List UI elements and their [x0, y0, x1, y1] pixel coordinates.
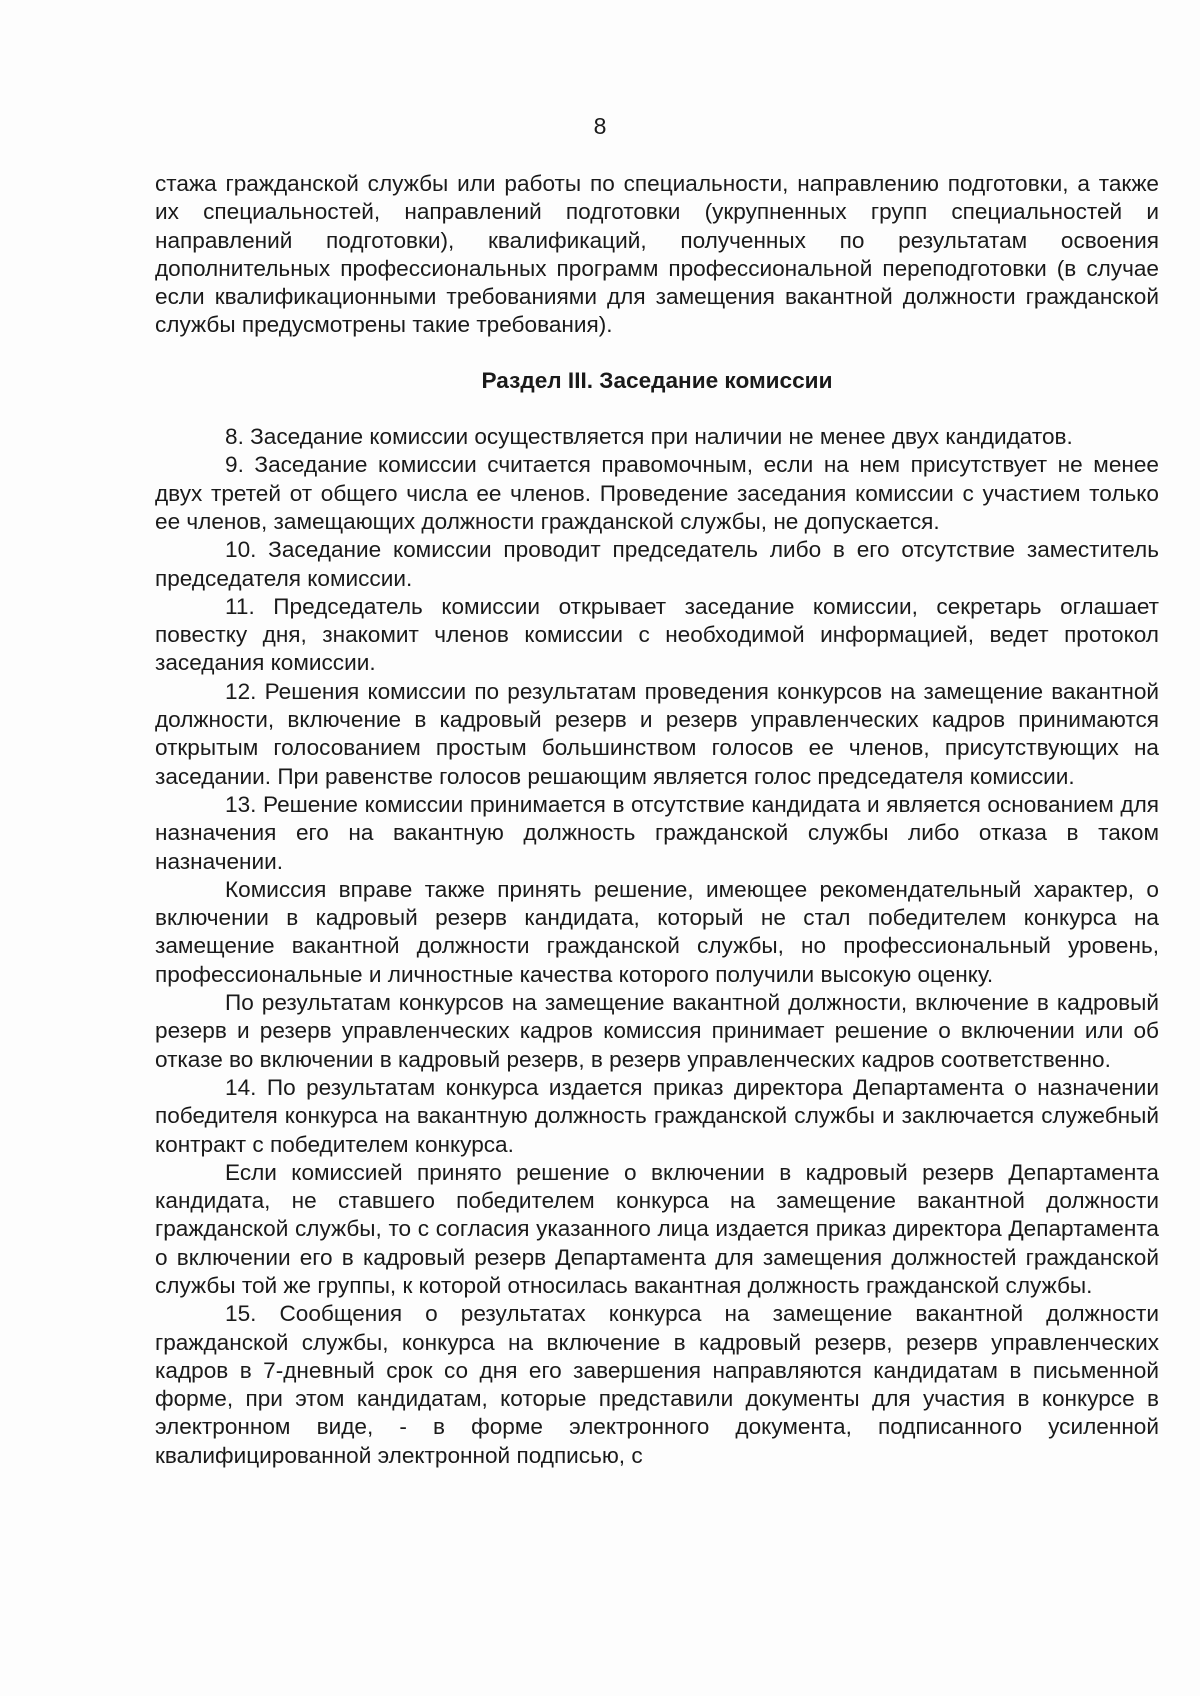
intro-paragraph: стажа гражданской службы или работы по специальности, направлению подготовки, а также их специальностей, направлений подготовки (укрупненных групп специальностей и направлений подготовки), квалификаций, полученных по результатам освоения дополнительных профессиональных программ профессиональной переподготовки (в случае если квалификационными требованиями для замещения вакантной должности гражданской службы предусмотрены такие требования). [155, 171, 1159, 338]
paragraph-11: 11. Председатель комиссии открывает заседание комиссии, секретарь оглашает повестку дня, знакомит членов комиссии с необходимой информацией, ведет протокол заседания комиссии. [155, 593, 1159, 676]
document-body [155, 170, 1159, 1470]
paragraph-10: 10. Заседание комиссии проводит председатель либо в его отсутствие заместитель председателя комиссии. [155, 537, 1159, 591]
paragraph-8: 8. Заседание комиссии осуществляется при наличии не менее двух кандидатов. [225, 424, 1073, 450]
page-number: 8 [593, 113, 607, 139]
paragraph-14: 14. По результатам конкурса издается приказ директора Департамента о назначении победителя конкурса на вакантную должность гражданской службы и заключается служебный контракт с победителем конкурса. [155, 1074, 1159, 1157]
paragraph-13-results: По результатам конкурсов на замещение вакантной должности, включение в кадровый резерв и резерв управленческих кадров комиссия принимает решение о включении или об отказе во включении в кадровый резерв, в резерв управленческих кадров соответственно. [155, 990, 1159, 1072]
paragraph-14-reserve: Если комиссией принято решение о включении в кадровый резерв Департамента кандидата, не ставшего победителем конкурса на замещение вакантной должности гражданской службы, то с согласия указанного лица издается приказ директора Департамента о включении его в кадровый резерв Департамента для замещения должностей гражданской службы той же группы, к которой относилась вакантная должность гражданской службы. [155, 1159, 1159, 1298]
paragraph-15: 15. Сообщения о результатах конкурса на замещение вакантной должности гражданской службы, конкурса на включение в кадровый резерв, резерв управленческих кадров в 7-дневный срок со дня его завершения направляются кандидатам в письменной форме, при этом кандидатам, которые представили документы для участия в конкурсе в электронном виде, - в форме электронного документа, подписанного усиленной квалифицированной электронной подписью, с [155, 1301, 1159, 1468]
paragraph-13-recommendation: Комиссия вправе также принять решение, имеющее рекомендательный характер, о включении в кадровый резерв кандидата, который не стал победителем конкурса на замещение вакантной должности гражданской службы, но профессиональный уровень, профессиональные и личностные качества которого получили высокую оценку. [155, 876, 1159, 987]
paragraph-12: 12. Решения комиссии по результатам проведения конкурсов на замещение вакантной должности, включение в кадровый резерв и резерв управленческих кадров принимаются открытым голосованием простым большинством голосов ее членов, присутствующих на заседании. При равенстве голосов решающим является голос председателя комиссии. [155, 678, 1159, 789]
paragraph-9: 9. Заседание комиссии считается правомочным, если на нем присутствует не менее двух третей от общего числа ее членов. Проведение заседания комиссии с участием только ее членов, замещающих должности гражданской службы, не допускается. [155, 452, 1159, 534]
paragraph-13: 13. Решение комиссии принимается в отсутствие кандидата и является основанием для назначения его на вакантную должность гражданской службы либо отказа в таком назначении. [155, 791, 1159, 874]
section-title: Раздел III. Заседание комиссии [481, 367, 833, 393]
